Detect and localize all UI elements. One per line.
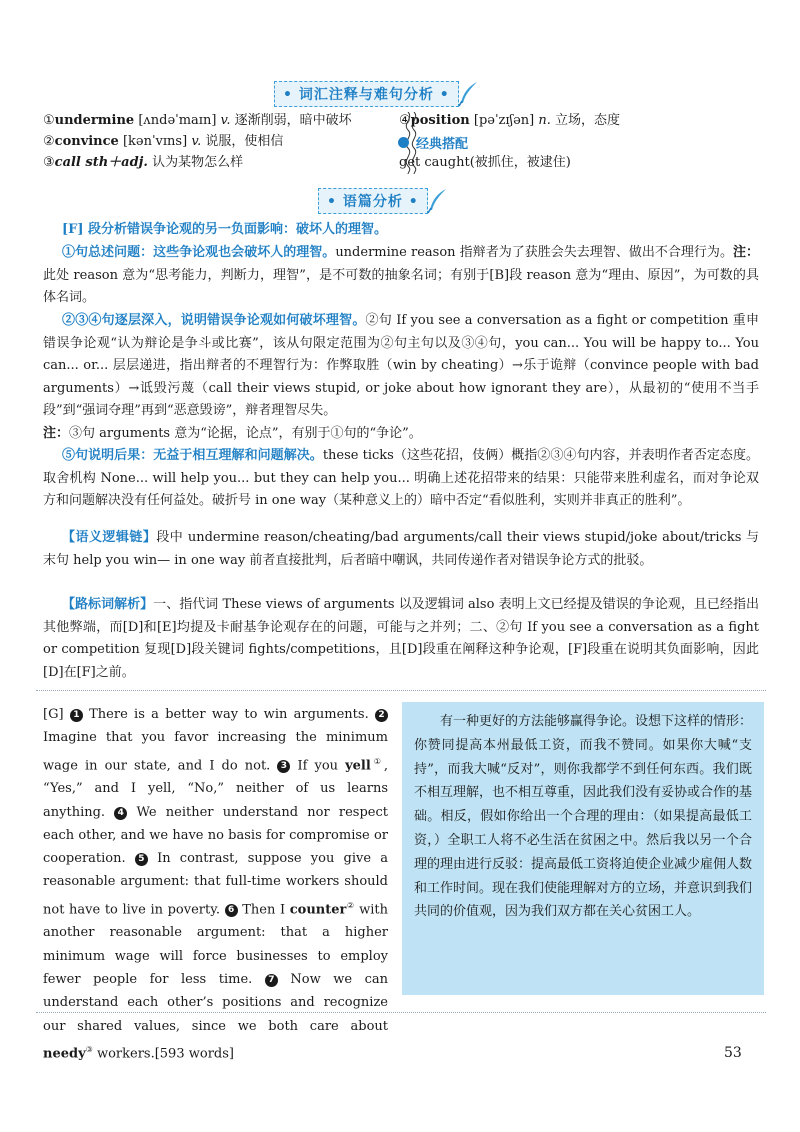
collocation-heading: 经典搭配 [398,133,468,152]
quill-icon [426,188,448,214]
analysis-paragraph-title: [F] 段分析错误争论观的另一负面影响：破坏人的理智。 [62,222,388,237]
translation-box [402,702,764,995]
analysis-banner-title: • 语篇分析 • [318,188,428,214]
translation-text: 有一种更好的方法能够赢得争论。设想下这样的情形：你赞同提高本州最低工资，而我不赞同。如果你大喊“支持”，而我大喊“反对”，则你我都学不到任何东西。我们既不相互理解，也不相互尊重，因此我们没有妥协或合作的基础。相反，假如你给出一个合理的理由：（如果提高最低工资，）全职工人将不必生活在贫困之中。然后我以另一个合理的理由进行反驳：提高最低工资将迫使企业减少雇佣人数和工作时间。现在我们使能理解对方的立场，并意识到我们共同的价值观，因为我们双方都在关心贫困工人。 [414,714,753,920]
quill-icon [457,81,479,107]
analysis-section-banner [318,188,448,214]
vocab-item-position: ④position [pəˈzɪʃən] n. 立场，态度 [399,113,621,128]
collocation-item: get caught(被抓住，被逮住) [399,155,571,170]
analysis-paragraph-sentence1: ①句总述问题：这些争论观也会破坏人的理智。undermine reason 指辩者为了获胜会失去理智、做出不合理行为。注：此处 reason 意为“思考能力，判断力，理智”，是不可数的抽象名词；有别于[B]段 reason 意为“理由、原因”，为可数的具体名词。 [43,245,759,305]
vocab-item-undermine: ①undermine [ʌndəˈmaɪn] v. 逐渐削弱，暗中破坏 [43,113,352,128]
vocab-section-banner [274,81,479,107]
vocab-item-call-sth: ③call sth＋adj. 认为某物怎么样 [43,155,244,170]
analysis-paragraph-sentences234: ②③④句逐层深入，说明错误争论观如何破坏理智。②句 If you see a conversation as a fight or competition 重申错误争论观“认为辩论是争斗或比赛”，该从句限定范围为②句主句以及③④句，you can... You will be happy to... You can... or... 层层递进，指出辩者的不理智行为：作弊取胜（win by cheating）→乐于诡辩（convince people with bad arguments）→诋毁污蔑（call their views stupid, or joke about how ignorant they are），从最初的“使用不当手段”到“强词夺理”再到“恶意毁谤”，辩者理智尽失。 注：③句 arguments 意为“论据，论点”，有别于①句的“争论”。 [43,313,759,441]
bullet-dot-icon [398,137,409,148]
bottom-divider [36,1012,766,1013]
sentence-number-3: 3 [277,760,290,773]
vocab-item-convince: ②convince [kənˈvɪns] v. 说服，使相信 [43,134,284,149]
analysis-paragraph-sentence5: ⑤句说明后果：无益于相互理解和问题解决。these ticks（这些花招，伎俩）概指②③④句内容，并表明作者否定态度。取舍机构 None... will help you... but they can help you... 明确上述花招带来的结果：只能带来胜利虚名，而对争论双方和问题解决没有任何益处。破折号 in one way（某种意义上的）暗中否定“看似胜利，实则并非真正的胜利”。 [43,448,759,508]
vocab-banner-title: • 词汇注释与难句分析 • [274,81,459,107]
analysis-semantic-chain: 【语义逻辑链】段中 undermine reason/cheating/bad arguments/call their views stupid/joke about/tricks 与末句 help you win— in one way 前者直接批判，后者暗中嘲讽，共同传递作者对错误争论方式的批驳。 [43,530,759,568]
section-divider [36,690,766,691]
page-number: 53 [724,1045,742,1061]
sentence-number-2: 2 [375,709,388,722]
sentence-number-7: 7 [265,974,278,987]
sentence-number-4: 4 [114,807,127,820]
sentence-number-5: 5 [135,853,148,866]
passage-paragraph-g: [G] 1 There is a better way to win arguments. 2 Imagine that you favor increasing the minimum wage in our state, and I do not. 3 If you yell①, “Yes,” and I yell, “No,” neither of us learns anything. 4 We neither understand nor respect each other, and we have no basis for compromise or cooperation. 5 In contrast, suppose you give a reasonable argument: that full-time workers should not have to live in poverty. 6 Then I counter② with another reasonable argument: that a higher minimum wage will force businesses to employ fewer people for less time. 7 Now we can understand each other’s positions and recognize our shared values, since we both care about needy③ workers.[593 words] [43,707,389,1062]
sentence-number-1: 1 [70,709,83,722]
sentence-number-6: 6 [225,904,238,917]
analysis-signpost-words: 【路标词解析】一、指代词 These views of arguments 以及逻辑词 also 表明上文已经提及错误的争论观，且已经指出其他弊端，而[D]和[E]均提及卡耐基争论观存在的问题，可能与之并列；二、②句 If you see a conversation as a fight or competition 复现[D]段关键词 fights/competitions，且[D]段重在阐释这种争论观，[F]段重在说明其负面影响，因此[D]在[F]之前。 [43,597,759,680]
